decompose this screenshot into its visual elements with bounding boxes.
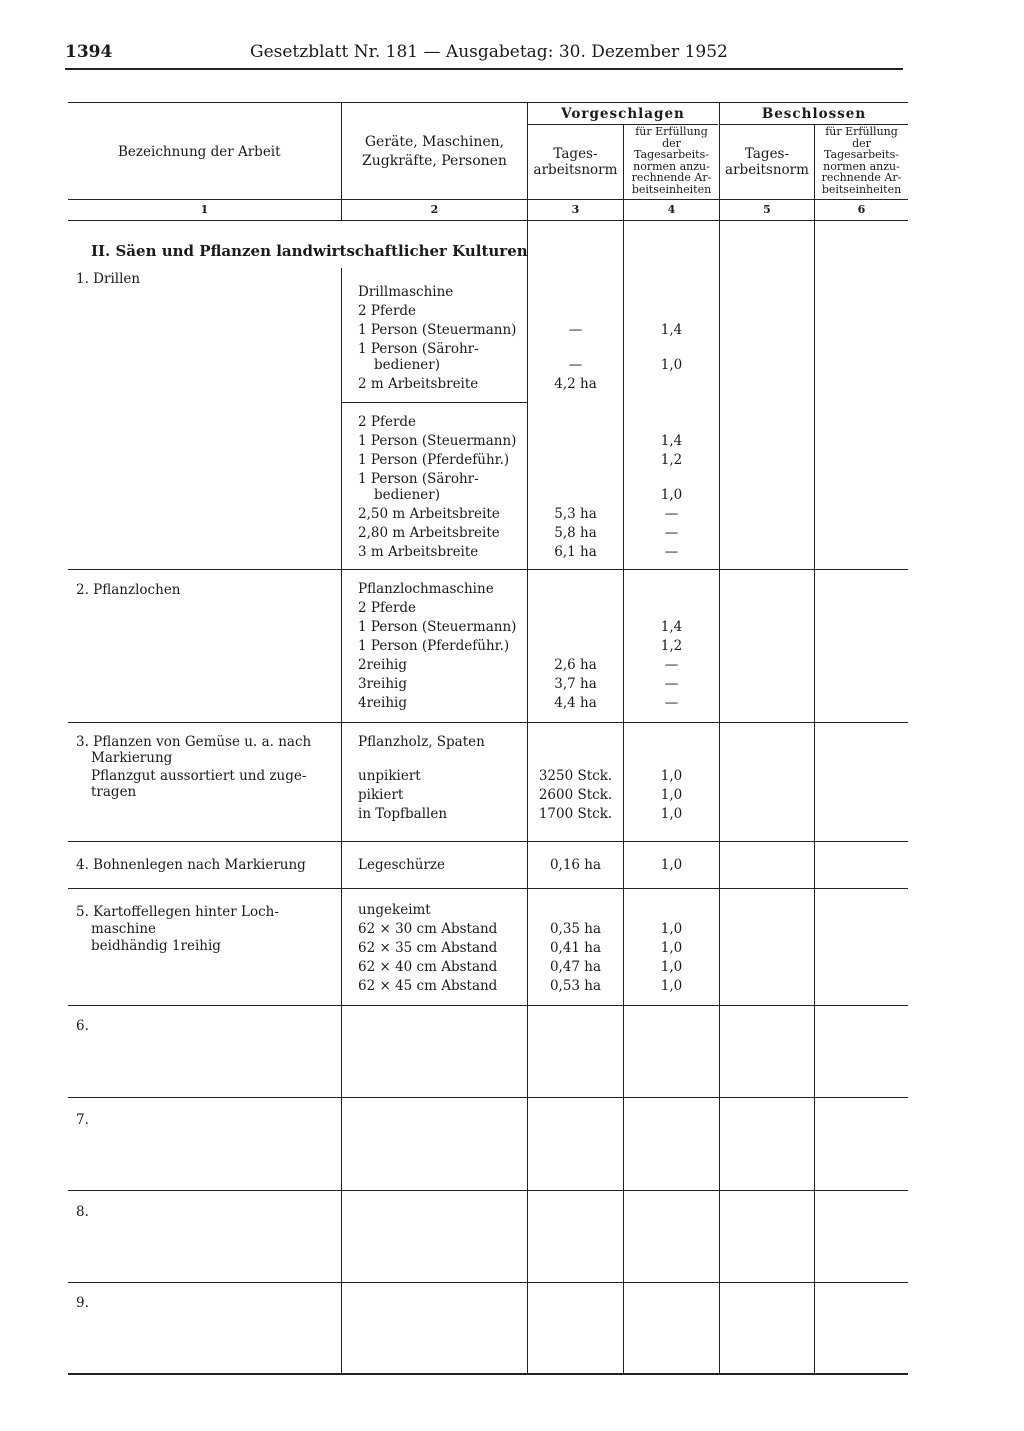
col4-heading-line: der: [662, 136, 681, 150]
label-line: 5. Kartoffellegen hinter Loch-: [76, 904, 279, 920]
col4-heading-line: Tagesarbeits-: [634, 148, 709, 161]
value-cell: 1,0: [660, 978, 683, 994]
equip-line: 3reihig: [358, 676, 408, 692]
value-cell: —: [664, 676, 679, 692]
row4-col3: 0,16 ha: [549, 857, 602, 873]
equip-line: bediener): [374, 487, 440, 503]
col6-heading-line: beitseinheiten: [821, 182, 902, 196]
col6-heading-line: Tagesarbeits-: [824, 148, 899, 161]
value-cell: 5,3 ha: [554, 506, 597, 522]
value-cell: 0,35 ha: [549, 921, 602, 937]
value-cell: 2600 Stck.: [538, 787, 613, 803]
equip-line: Pflanzlochmaschine: [358, 581, 494, 597]
value-cell: 1,0: [660, 806, 683, 822]
row4-equip: Legeschürze: [358, 857, 446, 873]
header-bottom-rule: [68, 199, 908, 200]
equip-line: 1 Person (Pferdeführ.): [358, 638, 510, 654]
col-number-4: 4: [667, 203, 676, 216]
value-cell: [528, 284, 623, 303]
value-cell: [624, 341, 719, 357]
row4-label: 4. Bohnenlegen nach Markierung: [76, 857, 306, 873]
value-cell: 4,2 ha: [554, 376, 597, 392]
row-rule-5: [68, 1005, 908, 1006]
equip-line: ungekeimt: [358, 902, 431, 918]
value-cell: —: [568, 322, 583, 338]
row2-col3: [528, 581, 623, 714]
row1-col4-b: [624, 414, 719, 563]
row-rule-3: [68, 841, 908, 842]
equip-line: 1 Person (Steuermann): [358, 433, 517, 449]
value-cell: [528, 581, 623, 600]
equip-line: 4reihig: [358, 695, 408, 711]
value-cell: [624, 414, 719, 433]
value-cell: [528, 341, 623, 357]
group-heading-beschlossen: Beschlossen: [761, 106, 867, 122]
row3-equip: [358, 768, 447, 825]
row-rule-7: [68, 1190, 908, 1191]
value-cell: [528, 487, 623, 506]
row3-col4: [624, 768, 719, 825]
row5-equip: [358, 902, 497, 997]
value-cell: 3,7 ha: [554, 676, 597, 692]
row4-col4: 1,0: [660, 857, 683, 873]
col1-heading: Bezeichnung der Arbeit: [118, 144, 281, 160]
col5-heading-line2: arbeitsnorm: [725, 162, 809, 178]
value-cell: 3250 Stck.: [538, 768, 613, 784]
row5-col4: [624, 902, 719, 997]
numbers-bottom-rule: [68, 220, 908, 221]
value-cell: 1,0: [660, 921, 683, 937]
col-number-2: 2: [430, 203, 439, 216]
row1-equip-a: [358, 284, 516, 395]
value-cell: [624, 284, 719, 303]
value-cell: —: [664, 657, 679, 673]
col-number-3: 3: [571, 203, 580, 216]
value-cell: 1,2: [660, 452, 683, 468]
equip-line: 2,50 m Arbeitsbreite: [358, 506, 500, 522]
value-cell: 1,0: [660, 959, 683, 975]
value-cell: [528, 452, 623, 471]
col4-heading-line: beitseinheiten: [631, 182, 712, 196]
label-line: Pflanzgut aussortiert und zuge-: [91, 768, 307, 784]
value-cell: [528, 600, 623, 619]
drillen-sub-rule: [342, 402, 528, 403]
row2-equip: [358, 581, 516, 714]
equip-line: unpikiert: [358, 768, 421, 784]
col4-heading-line: rechnende Ar-: [631, 171, 712, 184]
value-cell: —: [664, 544, 679, 560]
row5-col3: [528, 902, 623, 997]
col4-heading: [624, 126, 719, 195]
row9-label: 9.: [76, 1295, 89, 1311]
row-rule-1: [68, 569, 908, 570]
value-cell: 1700 Stck.: [538, 806, 613, 822]
row1-col3-b: [528, 414, 623, 563]
row3-label: [76, 734, 311, 800]
equip-line: 62 × 40 cm Abstand: [358, 959, 498, 975]
col-number-1: 1: [200, 203, 209, 216]
row-rule-2: [68, 722, 908, 723]
equip-line: 62 × 45 cm Abstand: [358, 978, 498, 994]
equip-line: in Topfballen: [358, 806, 448, 822]
equip-line: Drillmaschine: [358, 284, 454, 300]
value-cell: [528, 414, 623, 433]
value-cell: [624, 376, 719, 395]
value-cell: [624, 902, 719, 921]
value-cell: 1,0: [660, 768, 683, 784]
value-cell: 0,53 ha: [549, 978, 602, 994]
col-number-6: 6: [857, 203, 866, 216]
col4-heading-line: für Erfüllung: [635, 125, 708, 138]
col2-heading-line1: Geräte, Maschinen,: [364, 134, 505, 150]
value-cell: 1,4: [660, 322, 683, 338]
header-rule: [65, 68, 903, 70]
value-cell: 5,8 ha: [554, 525, 597, 541]
equip-line: 2,80 m Arbeitsbreite: [358, 525, 500, 541]
equip-line: 1 Person (Pferdeführ.): [358, 452, 510, 468]
value-cell: 1,4: [660, 619, 683, 635]
value-cell: [624, 600, 719, 619]
row2-col4: [624, 581, 719, 714]
value-cell: [528, 638, 623, 657]
col6-heading: [815, 126, 908, 195]
value-cell: 1,0: [660, 940, 683, 956]
row1-col4-a: [624, 284, 719, 395]
value-cell: 0,47 ha: [549, 959, 602, 975]
section-title: II. Säen und Pflanzen landwirtschaftlicher Kulturen: [91, 242, 528, 260]
row3-col3: [528, 768, 623, 825]
equip-line: 1 Person (Steuermann): [358, 322, 517, 338]
table-bottom-rule: [68, 1373, 908, 1375]
value-cell: —: [568, 357, 583, 373]
equip-line: 1 Person (Särohr-: [358, 471, 479, 487]
row2-label: 2. Pflanzlochen: [76, 582, 181, 598]
equip-line: 62 × 30 cm Abstand: [358, 921, 498, 937]
col6-heading-line: der: [852, 136, 871, 150]
row6-label: 6.: [76, 1018, 89, 1034]
value-cell: 1,0: [660, 357, 683, 373]
table-top-rule: [68, 102, 908, 103]
equip-line: 2reihig: [358, 657, 408, 673]
value-cell: [624, 303, 719, 322]
col6-heading-line: rechnende Ar-: [821, 171, 902, 184]
label-line: Markierung: [91, 750, 173, 766]
value-cell: 6,1 ha: [554, 544, 597, 560]
col-number-5: 5: [763, 203, 771, 216]
value-cell: [528, 303, 623, 322]
running-title: Gesetzblatt Nr. 181 — Ausgabetag: 30. Dezember 1952: [250, 42, 728, 62]
value-cell: 1,0: [660, 487, 683, 503]
row1-col3-a: [528, 284, 623, 395]
col-rule-5: [814, 124, 815, 1373]
value-cell: [528, 433, 623, 452]
equip-line: pikiert: [358, 787, 404, 803]
col6-heading-line: für Erfüllung: [825, 125, 898, 138]
row3-equip-head: Pflanzholz, Spaten: [358, 734, 485, 750]
equip-line: 2 Pferde: [358, 414, 417, 430]
value-cell: 2,6 ha: [554, 657, 597, 673]
value-cell: —: [664, 695, 679, 711]
value-cell: [624, 581, 719, 600]
row-rule-4: [68, 888, 908, 889]
equip-line: 3 m Arbeitsbreite: [358, 544, 479, 560]
row1-equip-b: [358, 414, 516, 563]
value-cell: 1,2: [660, 638, 683, 654]
col4-heading-line: normen anzu-: [633, 159, 710, 173]
col3-heading-line2: arbeitsnorm: [533, 162, 618, 178]
value-cell: 1,0: [660, 787, 683, 803]
equip-line: 2 m Arbeitsbreite: [358, 376, 479, 392]
row1-label: 1. Drillen: [76, 271, 141, 287]
equip-line: 2 Pferde: [358, 600, 417, 616]
col2-heading-line2: Zugkräfte, Personen: [362, 153, 507, 169]
value-cell: 0,41 ha: [549, 940, 602, 956]
row8-label: 8.: [76, 1204, 89, 1220]
row5-label: [76, 904, 279, 955]
value-cell: —: [664, 525, 679, 541]
value-cell: [528, 471, 623, 487]
value-cell: [528, 619, 623, 638]
row-rule-8: [68, 1282, 908, 1283]
value-cell: [624, 471, 719, 487]
equip-line: 2 Pferde: [358, 303, 417, 319]
equip-line: 62 × 35 cm Abstand: [358, 940, 498, 956]
value-cell: 4,4 ha: [554, 695, 597, 711]
equip-line: bediener): [374, 357, 440, 373]
col3-heading-line1: Tages-: [553, 146, 598, 162]
value-cell: [528, 902, 623, 921]
value-cell: —: [664, 506, 679, 522]
label-line: 3. Pflanzen von Gemüse u. a. nach: [76, 734, 312, 750]
label-line: maschine: [91, 921, 157, 937]
col-rule-1b: [341, 268, 342, 1373]
label-line: beidhändig 1reihig: [91, 938, 221, 954]
row-rule-6: [68, 1097, 908, 1098]
page-number: 1394: [65, 42, 113, 62]
equip-line: 1 Person (Särohr-: [358, 341, 479, 357]
label-line: tragen: [91, 784, 137, 800]
col-rule-4: [719, 102, 720, 1373]
col5-heading-line1: Tages-: [744, 146, 790, 162]
group-heading-vorgeschlagen: Vorgeschlagen: [561, 106, 685, 122]
col6-heading-line: normen anzu-: [823, 159, 900, 173]
equip-line: 1 Person (Steuermann): [358, 619, 517, 635]
value-cell: 1,4: [660, 433, 683, 449]
row7-label: 7.: [76, 1112, 89, 1128]
